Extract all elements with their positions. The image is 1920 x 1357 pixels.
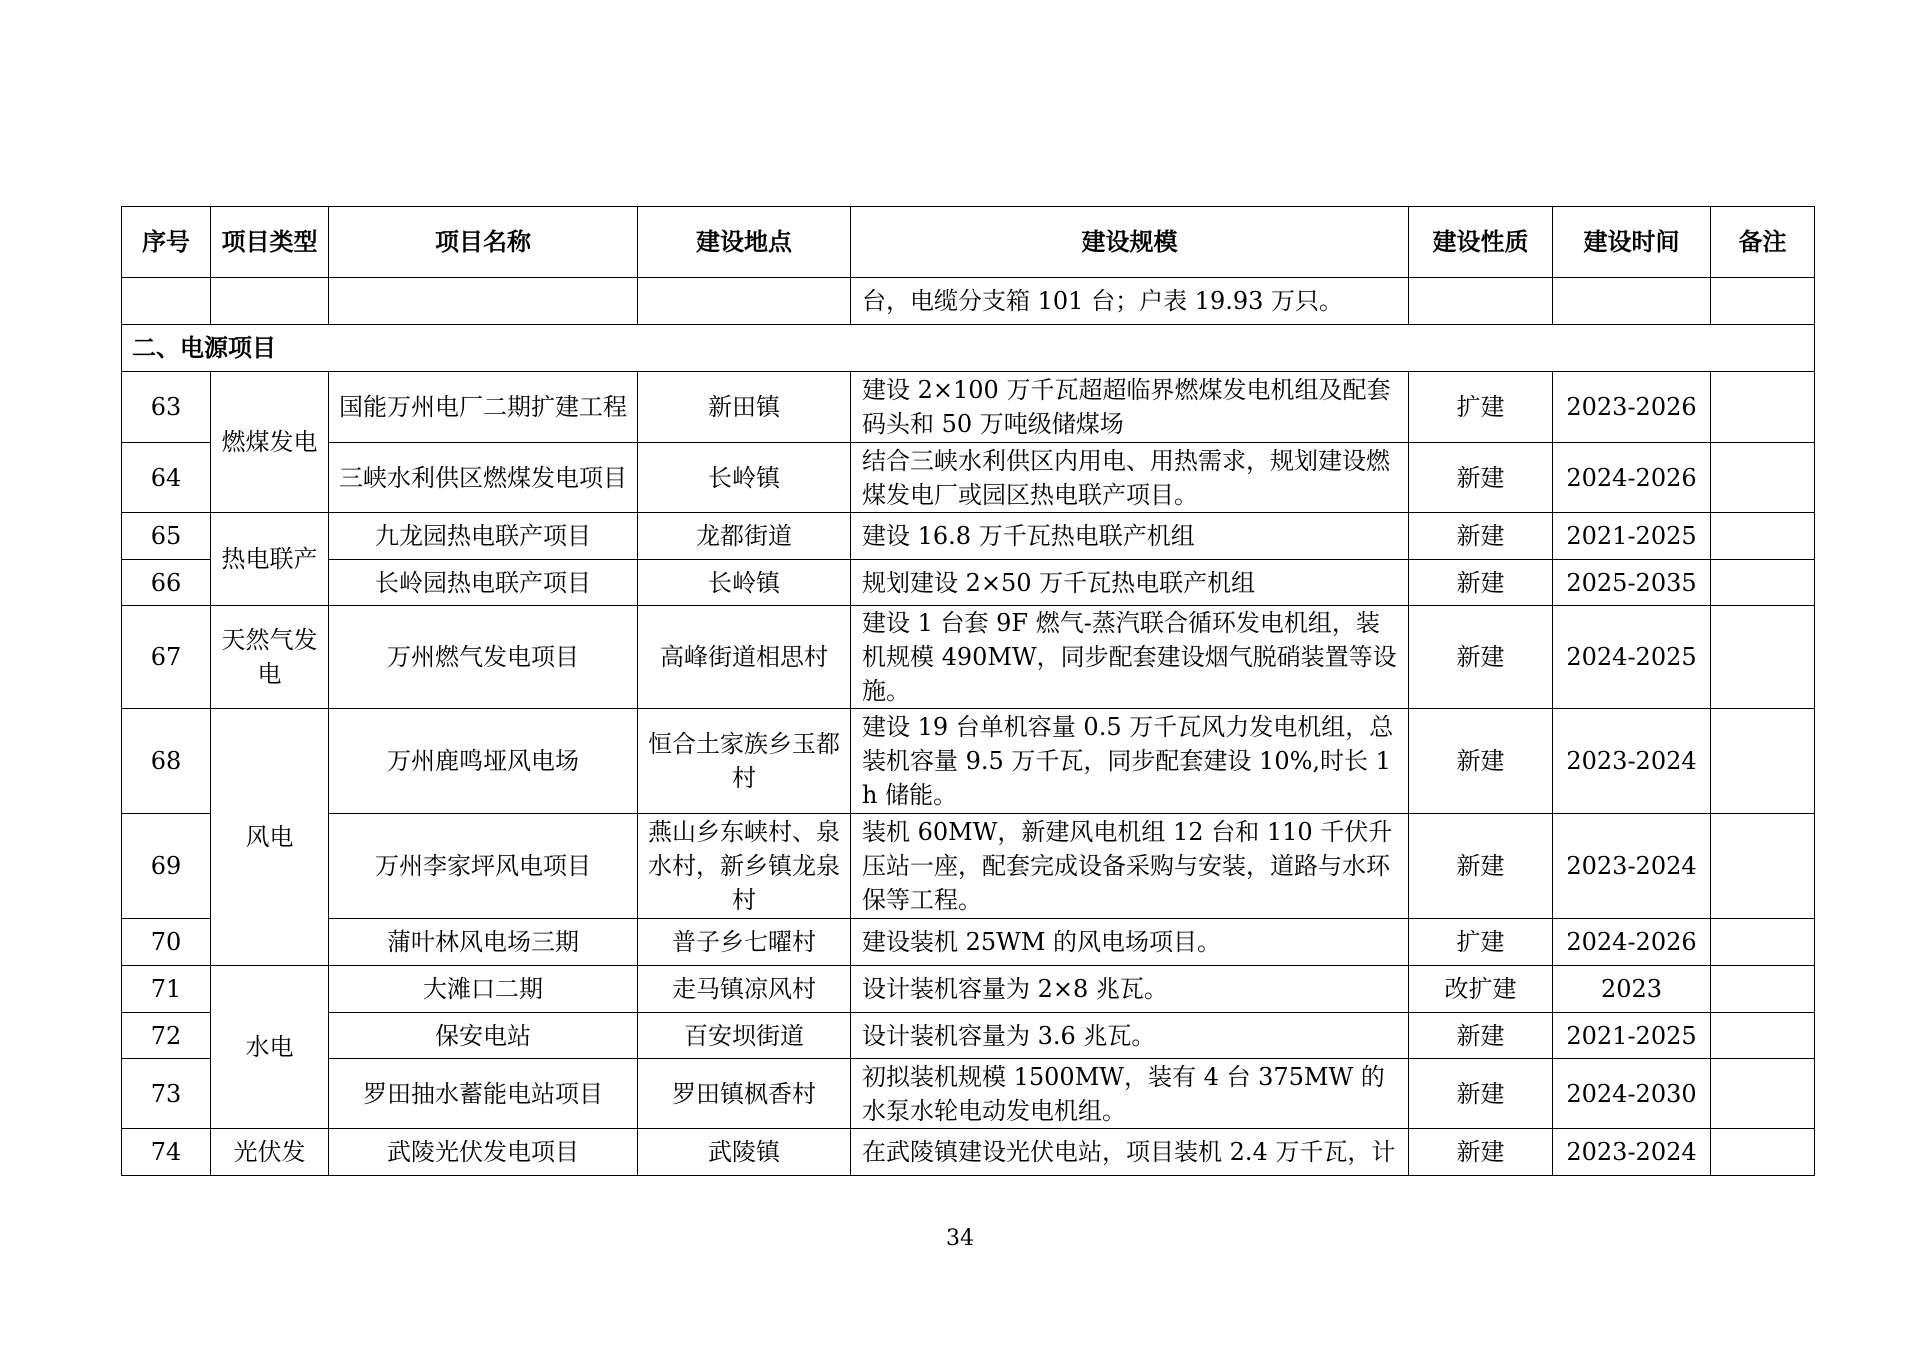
cell-period: 2023: [1553, 966, 1711, 1013]
table-row: [122, 606, 1815, 709]
cell-scale: 装机 60MW，新建风电机组 12 台和 110 千伏升压站一座，配套完成设备采购与安装，道路与水环保等工程。: [851, 814, 1409, 919]
header-scale: 建设规模: [851, 207, 1409, 278]
cell-name: 蒲叶林风电场三期: [329, 919, 638, 966]
cell-location: 新田镇: [638, 372, 851, 443]
cell-type: 热电联产: [211, 513, 329, 606]
cell-scale: 建设装机 25WM 的风电场项目。: [851, 919, 1409, 966]
header-type: 项目类型: [211, 207, 329, 278]
cell-location: 高峰街道相思村: [638, 606, 851, 709]
table-row: [122, 443, 1815, 513]
table-header-row: [122, 207, 1815, 278]
cell-note: [1711, 372, 1815, 443]
cell-no: 73: [122, 1059, 211, 1129]
cell-name: 保安电站: [329, 1013, 638, 1059]
cell-type: 燃煤发电: [211, 372, 329, 513]
cell-name: 武陵光伏发电项目: [329, 1129, 638, 1176]
table-row: [122, 966, 1815, 1013]
cell-name: 罗田抽水蓄能电站项目: [329, 1059, 638, 1129]
cell-scale: 建设 1 台套 9F 燃气-蒸汽联合循环发电机组，装机规模 490MW，同步配套建设烟气脱硝装置等设施。: [851, 606, 1409, 709]
cell-nature: 扩建: [1409, 372, 1553, 443]
cell-note: [1711, 513, 1815, 560]
cell-location: 普子乡七曜村: [638, 919, 851, 966]
cell-nature: 新建: [1409, 709, 1553, 814]
cell-no: 71: [122, 966, 211, 1013]
cell-no: 67: [122, 606, 211, 709]
table-row: [122, 814, 1815, 919]
cell-note: [1711, 814, 1815, 919]
cell-name: 三峡水利供区燃煤发电项目: [329, 443, 638, 513]
table-row: [122, 919, 1815, 966]
cell-period: 2021-2025: [1553, 1013, 1711, 1059]
cell-location: 武陵镇: [638, 1129, 851, 1176]
cell-nature: 新建: [1409, 1129, 1553, 1176]
cell-period: 2021-2025: [1553, 513, 1711, 560]
cell-no: 72: [122, 1013, 211, 1059]
cell-period: 2025-2035: [1553, 560, 1711, 606]
table-row: [122, 1013, 1815, 1059]
cell-scale: 结合三峡水利供区内用电、用热需求，规划建设燃煤发电厂或园区热电联产项目。: [851, 443, 1409, 513]
cell-note: [1711, 709, 1815, 814]
table-row: [122, 560, 1815, 606]
cell-name: 万州李家坪风电项目: [329, 814, 638, 919]
cell-note: [1711, 606, 1815, 709]
page-number: 34: [946, 1226, 974, 1251]
cell-period: 2024-2026: [1553, 919, 1711, 966]
cell-scale: 初拟装机规模 1500MW，装有 4 台 375MW 的水泵水轮电动发电机组。: [851, 1059, 1409, 1129]
cell-period: 2023-2024: [1553, 1129, 1711, 1176]
cell-nature: 新建: [1409, 513, 1553, 560]
cell-name: 九龙园热电联产项目: [329, 513, 638, 560]
header-location: 建设地点: [638, 207, 851, 278]
cell-scale: 设计装机容量为 2×8 兆瓦。: [851, 966, 1409, 1013]
cell-nature: 扩建: [1409, 919, 1553, 966]
section-title: 二、电源项目: [122, 325, 1815, 372]
cell-scale: 规划建设 2×50 万千瓦热电联产机组: [851, 560, 1409, 606]
header-no: 序号: [122, 207, 211, 278]
cell-nature: 改扩建: [1409, 966, 1553, 1013]
cell-location: 长岭镇: [638, 443, 851, 513]
cell-no: 69: [122, 814, 211, 919]
cell-note: [1711, 560, 1815, 606]
cell-type: 天然气发电: [211, 606, 329, 709]
cell-type: 水电: [211, 966, 329, 1129]
cell-nature: 新建: [1409, 560, 1553, 606]
table-row: [122, 709, 1815, 814]
cell-scale: 建设 2×100 万千瓦超超临界燃煤发电机组及配套码头和 50 万吨级储煤场: [851, 372, 1409, 443]
cell-no: 64: [122, 443, 211, 513]
cell-nature: 新建: [1409, 443, 1553, 513]
cell-location: 恒合土家族乡玉都村: [638, 709, 851, 814]
cell-period: 2023-2024: [1553, 709, 1711, 814]
project-table: [121, 206, 1815, 1176]
cell-scale: 设计装机容量为 3.6 兆瓦。: [851, 1013, 1409, 1059]
cell-location: 罗田镇枫香村: [638, 1059, 851, 1129]
table-row: [122, 372, 1815, 443]
cell-period: 2024-2030: [1553, 1059, 1711, 1129]
cell-no: 74: [122, 1129, 211, 1176]
table-row: [122, 278, 1815, 325]
cell-nature: 新建: [1409, 1059, 1553, 1129]
cell-location: 走马镇凉风村: [638, 966, 851, 1013]
cell-scale: 建设 19 台单机容量 0.5 万千瓦风力发电机组，总装机容量 9.5 万千瓦，同步配套建设 10%,时长 1h 储能。: [851, 709, 1409, 814]
cell-type: 风电: [211, 709, 329, 966]
cell-period: 2023-2024: [1553, 814, 1711, 919]
header-note: 备注: [1711, 207, 1815, 278]
header-name: 项目名称: [329, 207, 638, 278]
cell-no: 68: [122, 709, 211, 814]
cell-scale: 在武陵镇建设光伏电站，项目装机 2.4 万千瓦，计: [851, 1129, 1409, 1176]
cell-nature: 新建: [1409, 1013, 1553, 1059]
cell-nature: 新建: [1409, 814, 1553, 919]
table-row: [122, 1059, 1815, 1129]
cell-name: 万州鹿鸣垭风电场: [329, 709, 638, 814]
cell-no: 63: [122, 372, 211, 443]
cell-location: 百安坝街道: [638, 1013, 851, 1059]
cell-period: 2024-2026: [1553, 443, 1711, 513]
cell-no: 70: [122, 919, 211, 966]
cell-name: 长岭园热电联产项目: [329, 560, 638, 606]
cell-scale: 建设 16.8 万千瓦热电联产机组: [851, 513, 1409, 560]
cell-name: 国能万州电厂二期扩建工程: [329, 372, 638, 443]
section-row: [122, 325, 1815, 372]
cell-note: [1711, 1013, 1815, 1059]
cell-note: [1711, 919, 1815, 966]
cell-name: 万州燃气发电项目: [329, 606, 638, 709]
cell-no: 66: [122, 560, 211, 606]
cell-location: 燕山乡东峡村、泉水村，新乡镇龙泉村: [638, 814, 851, 919]
table-row: [122, 1129, 1815, 1176]
cell-note: [1711, 443, 1815, 513]
header-nature: 建设性质: [1409, 207, 1553, 278]
cell-scale: 台，电缆分支箱 101 台；户表 19.93 万只。: [851, 278, 1409, 325]
cell-note: [1711, 1129, 1815, 1176]
cell-location: 长岭镇: [638, 560, 851, 606]
cell-nature: 新建: [1409, 606, 1553, 709]
cell-no: 65: [122, 513, 211, 560]
cell-note: [1711, 966, 1815, 1013]
cell-location: 龙都街道: [638, 513, 851, 560]
header-period: 建设时间: [1553, 207, 1711, 278]
cell-note: [1711, 1059, 1815, 1129]
cell-period: 2023-2026: [1553, 372, 1711, 443]
cell-period: 2024-2025: [1553, 606, 1711, 709]
table-row: [122, 513, 1815, 560]
cell-name: 大滩口二期: [329, 966, 638, 1013]
cell-type: 光伏发: [211, 1129, 329, 1176]
